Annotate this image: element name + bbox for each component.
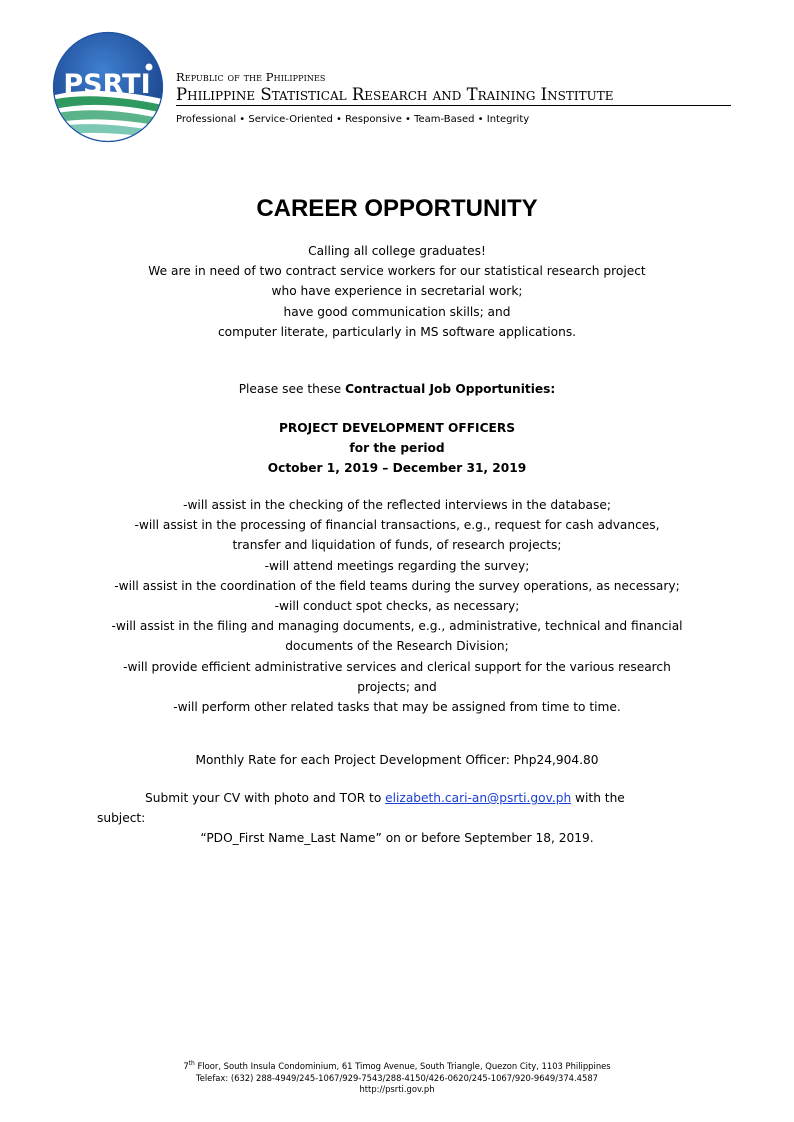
floor-number: 7 xyxy=(183,1060,189,1071)
duty-line: -will assist in the filing and managing documents, e.g., administrative, technical and financial xyxy=(111,619,683,634)
opportunities-line xyxy=(70,379,724,399)
submit-prefix: Submit your CV with photo and TOR to xyxy=(145,791,386,805)
duty-line: -will conduct spot checks, as necessary; xyxy=(274,599,520,614)
core-values: Professional • Service-Oriented • Responsive • Team-Based • Integrity xyxy=(176,114,530,125)
duty-line: -will assist in the coordination of the field teams during the survey operations, as necessary; xyxy=(114,578,680,593)
organization-header xyxy=(176,70,731,106)
floor-suffix: th xyxy=(188,1060,195,1067)
period-label: for the period xyxy=(349,441,445,456)
email-link[interactable]: elizabeth.cari-an@psrti.gov.ph xyxy=(385,791,572,805)
monthly-rate xyxy=(70,750,724,770)
intro-line: We are in need of two contract service workers for our statistical research project xyxy=(148,264,646,279)
page-footer xyxy=(0,1058,794,1096)
duty-line: transfer and liquidation of funds, of research projects; xyxy=(232,538,562,553)
subject-format: “PDO_First Name_Last Name” on or before September 18, 2019. xyxy=(200,831,594,845)
psrti-logo xyxy=(52,31,164,143)
footer-telefax: Telefax: (632) 288-4949/245-1067/929-7543/288-4150/426-0620/245-1067/920-9649/374.4587 xyxy=(196,1072,598,1083)
intro-section xyxy=(70,241,724,342)
duty-line: -will provide efficient administrative services and clerical support for the various research xyxy=(123,659,671,674)
duty-line: documents of the Research Division; xyxy=(285,639,509,654)
opportunities-bold: Contractual Job Opportunities: xyxy=(345,382,556,396)
opportunities-prefix: Please see these xyxy=(238,382,346,396)
institute-name: Philippine Statistical Research and Training Institute xyxy=(176,85,731,106)
subject-label: subject: xyxy=(97,811,146,825)
submit-suffix: with the xyxy=(571,791,625,805)
period-dates: October 1, 2019 – December 31, 2019 xyxy=(267,461,527,476)
duty-line: -will perform other related tasks that may be assigned from time to time. xyxy=(173,700,621,715)
position-section xyxy=(70,418,724,479)
duties-list xyxy=(70,495,724,717)
address-text: Floor, South Insula Condominium, 61 Timog Avenue, South Triangle, Quezon City, 1103 Philippines xyxy=(194,1060,611,1071)
intro-line: computer literate, particularly in MS software applications. xyxy=(217,324,577,339)
intro-line: who have experience in secretarial work; xyxy=(271,284,523,299)
duty-line: -will assist in the processing of financial transactions, e.g., request for cash advances, xyxy=(134,518,660,533)
footer-website: http://psrti.gov.ph xyxy=(359,1084,435,1095)
submission-instructions xyxy=(97,788,697,848)
rate-text: Monthly Rate for each Project Development Officer: Php24,904.80 xyxy=(195,753,599,767)
duty-line: -will attend meetings regarding the survey; xyxy=(264,558,530,573)
intro-line: have good communication skills; and xyxy=(283,304,511,319)
submit-line xyxy=(97,788,697,808)
page-title: CAREER OPPORTUNITY xyxy=(256,195,538,222)
position-title: PROJECT DEVELOPMENT OFFICERS xyxy=(278,421,516,435)
duty-line: -will assist in the checking of the reflected interviews in the database; xyxy=(183,498,611,512)
duty-line: projects; and xyxy=(357,679,437,694)
logo-wordmark: PSRTI xyxy=(63,69,151,100)
intro-line: Calling all college graduates! xyxy=(308,244,486,258)
republic-line: Republic of the Philippines xyxy=(176,70,326,84)
footer-address xyxy=(0,1058,794,1073)
